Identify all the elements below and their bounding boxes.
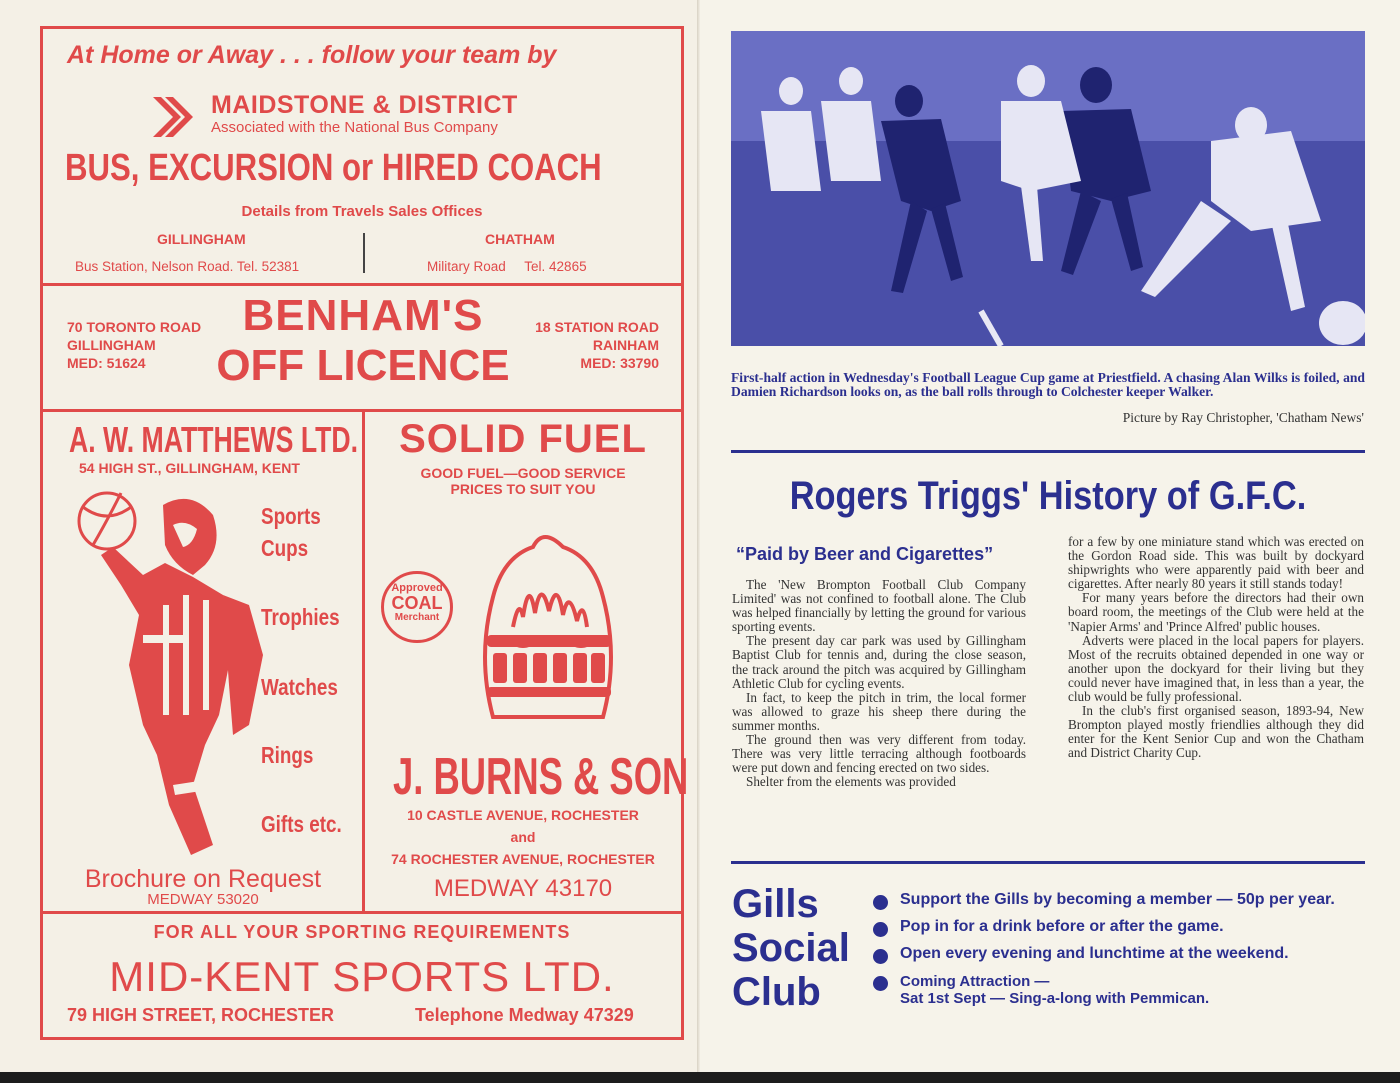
club-bullet-1: Support the Gills by becoming a member — 50p per year.: [900, 891, 1335, 908]
club-bullet-3: Open every evening and lunchtime at the weekend.: [900, 945, 1289, 962]
burns-phone: MEDWAY 43170: [433, 875, 613, 902]
matthews-item-trophies: Trophies: [261, 604, 340, 630]
burns-name: J. BURNS & SON: [393, 748, 689, 806]
club-word-social: Social: [732, 926, 850, 970]
col2-paragraph: for a few by one miniature stand which was erected on the Gordon Road side. This was built by dockyard shipwrights who were apparently paid with beer and cigarettes. After nearly 80 years it still stands today!: [1068, 534, 1364, 592]
coal-fire-illustration: [473, 517, 623, 747]
club-word-club: Club: [732, 970, 821, 1014]
burns-address2: 74 ROCHESTER AVENUE, ROCHESTER: [391, 851, 655, 867]
bus-company-sub: Associated with the National Bus Company: [211, 119, 498, 136]
offices-details: Details from Travels Sales Offices: [241, 203, 483, 220]
office-gillingham-address: Bus Station, Nelson Road. Tel. 52381: [75, 259, 300, 274]
col1-paragraph: The 'New Brompton Football Club Company Limited' was not confined to football alone. The Club was helped financially by letting the ground for various sporting events.: [732, 577, 1026, 635]
club-attraction-detail: Sat 1st Sept — Sing-a-long with Pemmican.: [900, 990, 1210, 1007]
office-chatham-name: CHATHAM: [485, 231, 555, 247]
benham-left-addr2: GILLINGHAM: [67, 337, 156, 353]
bullet-icon: [873, 976, 888, 991]
club-bullet-4: Coming Attraction —: [900, 973, 1050, 990]
midkent-address: 79 HIGH STREET, ROCHESTER: [67, 1005, 335, 1025]
midkent-name: MID-KENT SPORTS LTD.: [109, 953, 615, 1000]
benham-right-addr1: 18 STATION ROAD: [535, 319, 659, 335]
club-word-gills: Gills: [732, 882, 819, 926]
office-chatham-address: Military Road Tel. 42865: [427, 259, 587, 274]
photo-credit: Picture by Ray Christopher, 'Chatham News': [1122, 410, 1364, 425]
matthews-item-cups: Cups: [261, 535, 309, 561]
article-subhead: “Paid by Beer and Cigarettes”: [736, 544, 994, 564]
fuel-line2: PRICES TO SUIT YOU: [450, 481, 596, 497]
col2-paragraph: For many years before the directors had their own board room, the meetings of the Club were held at the 'Napier Arms' and 'Prince Alfred' public houses.: [1068, 590, 1364, 634]
col2-paragraph: Adverts were placed in the local papers for players. Most of the recruits obtained depended in one way or another upon the dockyard for their living but they could never have imagined that, in less than a year, the club would be fully professional.: [1068, 632, 1364, 705]
article-column-2: [1068, 535, 1364, 761]
col1-paragraph: Shelter from the elements was provided: [746, 774, 956, 790]
benham-type: OFF LICENCE: [216, 341, 510, 390]
matthews-item-sports: Sports: [261, 503, 321, 529]
match-photo-illustration: [731, 31, 1365, 346]
article-column-1: [732, 578, 1026, 789]
advert-frame: [40, 26, 689, 1040]
bullet-icon: [873, 949, 888, 964]
fuel-title: SOLID FUEL: [399, 417, 647, 461]
matthews-phone: MEDWAY 53020: [147, 891, 259, 908]
fuel-line1: GOOD FUEL—GOOD SERVICE: [420, 465, 626, 481]
benham-right-addr2: RAINHAM: [592, 337, 659, 353]
coal-badge-line3: Merchant: [394, 612, 440, 623]
burns-and: and: [510, 829, 536, 845]
col1-paragraph: In fact, to keep the pitch in trim, the local former was allowed to graze his sheep there during the summer months.: [732, 689, 1026, 733]
right-page: [700, 0, 1400, 1083]
rule-top: [731, 450, 1365, 453]
midkent-phone: Telephone Medway 47329: [415, 1005, 634, 1025]
chevron-logo-icon: [151, 95, 195, 139]
bullet-icon: [873, 922, 888, 937]
office-divider: [363, 233, 365, 273]
matthews-name: A. W. MATTHEWS LTD.: [69, 419, 359, 460]
col2-paragraph: In the club's first organised season, 1893-94, New Brompton played mostly friendlies although they did enter for the Kent Senior Cup and won the Chatham and District Charity Cup.: [1068, 703, 1364, 761]
footballer-illustration: [73, 485, 273, 865]
coal-badge-line2: COAL: [391, 593, 443, 613]
bus-company-name: MAIDSTONE & DISTRICT: [211, 91, 518, 119]
matthews-address: 54 HIGH ST., GILLINGHAM, KENT: [79, 460, 300, 476]
benham-right-addr3: MED: 33790: [580, 355, 659, 371]
bullet-icon: [873, 895, 888, 910]
benham-left-addr1: 70 TORONTO ROAD: [67, 319, 202, 335]
rule-bottom: [731, 861, 1365, 864]
midkent-tagline: FOR ALL YOUR SPORTING REQUIREMENTS: [153, 922, 571, 942]
divider-1: [43, 283, 681, 286]
scan-bottom-edge: [0, 1072, 1400, 1083]
divider-3: [43, 911, 681, 914]
matthews-item-gifts: Gifts etc.: [261, 811, 342, 837]
matthews-item-watches: Watches: [261, 674, 338, 700]
benham-left-addr3: MED: 51624: [67, 355, 146, 371]
col1-paragraph: The ground then was very different from today. There was very little terracing although footboards were put down and fencing erected on two sides.: [732, 732, 1026, 776]
benham-name: BENHAM'S: [242, 291, 484, 340]
photo-caption: First-half action in Wednesday's Football League Cup game at Priestfield. A chasing Alan Wilks is foiled, and Damien Richardson looks on, as the ball rolls through to Colchester keeper Walker.: [731, 370, 1365, 399]
match-photo: [731, 31, 1365, 346]
coal-badge-line1: Approved: [391, 582, 443, 594]
matthews-brochure: Brochure on Request: [84, 865, 322, 893]
coach-headline: BUS, EXCURSION or HIRED COACH: [65, 147, 602, 189]
article-title: Rogers Triggs' History of G.F.C.: [789, 474, 1307, 518]
burns-address1: 10 CASTLE AVENUE, ROCHESTER: [407, 807, 639, 823]
col1-paragraph: The present day car park was used by Gillingham Baptist Club for tennis and, during the close season, the track around the pitch was acquired by Gillingham Athletic Club for cycling events.: [732, 633, 1026, 691]
matthews-item-rings: Rings: [261, 742, 314, 768]
coal-badge: [381, 571, 453, 643]
office-gillingham-name: GILLINGHAM: [157, 231, 246, 247]
club-bullet-2: Pop in for a drink before or after the game.: [900, 918, 1224, 935]
coach-tagline: At Home or Away . . . follow your team by: [67, 41, 557, 69]
